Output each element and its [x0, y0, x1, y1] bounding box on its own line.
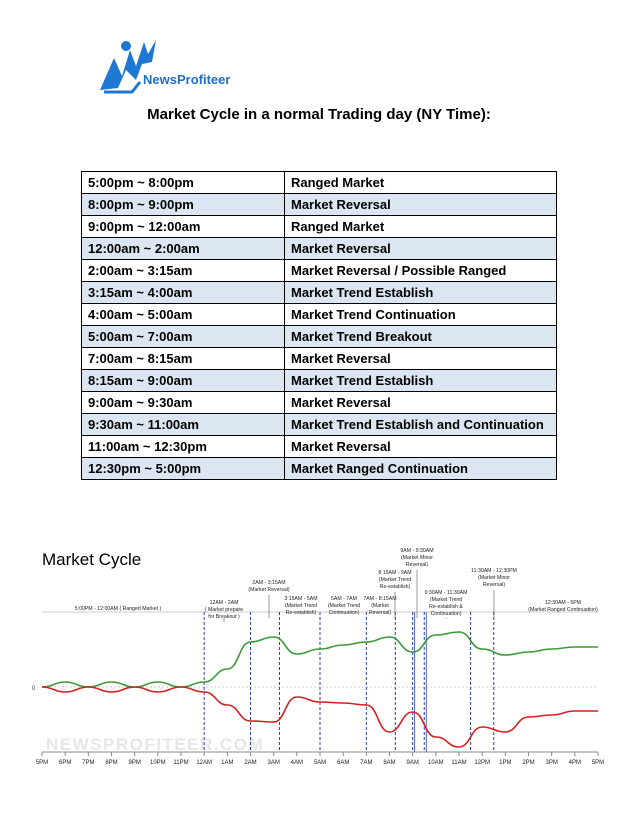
annotation-label: Re-establish)	[285, 610, 317, 616]
hour-tick-label: 2PM	[522, 760, 535, 766]
time-range-cell: 2:00am ~ 3:15am	[82, 260, 285, 282]
table-row	[82, 436, 557, 458]
hour-tick-label: 2AM	[244, 760, 257, 766]
time-range-cell: 9:30am ~ 11:00am	[82, 414, 285, 436]
chart-canvas	[28, 540, 610, 772]
table-row	[82, 370, 557, 392]
time-range-cell: 12:00am ~ 2:00am	[82, 238, 285, 260]
hour-tick-label: 4PM	[568, 760, 582, 766]
market-phase-cell: Market Reversal	[285, 238, 557, 260]
time-range-cell: 11:00am ~ 12:30pm	[82, 436, 285, 458]
market-phase-cell: Ranged Market	[285, 216, 557, 238]
annotation-label: 3:15AM - 5AM	[284, 596, 318, 602]
hour-tick-label: 10PM	[149, 760, 166, 766]
hour-tick-label: 9PM	[128, 760, 141, 766]
time-range-cell: 12:30pm ~ 5:00pm	[82, 458, 285, 480]
table-row	[82, 282, 557, 304]
hour-tick-label: 7PM	[82, 760, 95, 766]
hour-tick-label: 8PM	[105, 760, 118, 766]
table-row	[82, 304, 557, 326]
annotation-label: (Market Trend	[284, 603, 318, 609]
hour-tick-label: 3AM	[267, 760, 280, 766]
market-phase-cell: Market Trend Breakout	[285, 326, 557, 348]
annotation-label: 5:00PM - 12:00AM ( Ranged Market )	[74, 606, 162, 612]
hour-tick-label: 12PM	[474, 760, 491, 766]
watermark-text: NEWSPROFITEER.COM	[46, 735, 265, 754]
table-row	[82, 348, 557, 370]
market-phase-cell: Market Ranged Continuation	[285, 458, 557, 480]
annotation-label: Continuation)	[328, 610, 360, 616]
market-phase-cell: Market Trend Establish	[285, 370, 557, 392]
market-phase-cell: Market Trend Establish	[285, 282, 557, 304]
market-cycle-table	[81, 171, 557, 480]
annotation-label: Continuation)	[430, 611, 462, 617]
annotation-label: (Market	[371, 603, 389, 609]
page-title: Market Cycle in a normal Trading day (NY Time):	[147, 106, 491, 123]
market-phase-cell: Ranged Market	[285, 172, 557, 194]
time-range-cell: 5:00pm ~ 8:00pm	[82, 172, 285, 194]
hour-tick-label: 5PM	[35, 760, 49, 766]
table-row	[82, 458, 557, 480]
time-range-cell: 5:00am ~ 7:00am	[82, 326, 285, 348]
hour-tick-label: 4AM	[290, 760, 304, 766]
annotation-label: Reversal)	[482, 582, 506, 588]
annotation-label: 9:30AM - 11:30AM	[424, 590, 468, 596]
annotation-label: Re-establish &	[429, 604, 463, 610]
hour-tick-label: 1PM	[499, 760, 512, 766]
annotation-label: Re-establish)	[379, 584, 411, 590]
annotation-label: Reversal)	[405, 562, 429, 568]
annotation-label: ( Market prepare	[204, 607, 244, 613]
market-cycle-chart	[28, 540, 610, 772]
annotation-label: 5AM - 7AM	[331, 596, 357, 602]
hour-tick-label: 7AM	[360, 760, 373, 766]
annotation-label: (Market Reversal)	[248, 587, 290, 593]
table-row	[82, 392, 557, 414]
hour-tick-label: 1AM	[221, 760, 234, 766]
hour-tick-label: 10AM	[427, 760, 444, 766]
table-row	[82, 238, 557, 260]
annotation-label: 9AM - 9:30AM	[400, 548, 434, 554]
time-range-cell: 4:00am ~ 5:00am	[82, 304, 285, 326]
hour-tick-label: 5AM	[313, 760, 327, 766]
table-row	[82, 172, 557, 194]
time-range-cell: 9:00pm ~ 12:00am	[82, 216, 285, 238]
market-phase-cell: Market Reversal	[285, 392, 557, 414]
annotation-label: (Market Trend	[327, 603, 361, 609]
annotation-label: (Market Minor	[401, 555, 433, 561]
annotation-label: 12AM - 2AM	[209, 600, 239, 606]
table-row	[82, 414, 557, 436]
time-range-cell: 8:00pm ~ 9:00pm	[82, 194, 285, 216]
annotation-label: 12:30AM - 5PM	[544, 600, 582, 606]
hour-tick-label: 12AM	[196, 760, 213, 766]
hour-tick-label: 11PM	[173, 760, 189, 766]
hour-tick-label: 3PM	[545, 760, 558, 766]
zero-label: 0	[32, 686, 36, 692]
annotation-label: 8:15AM - 9AM	[378, 570, 412, 576]
time-range-cell: 7:00am ~ 8:15am	[82, 348, 285, 370]
hour-tick-label: 9AM	[406, 760, 419, 766]
time-range-cell: 9:00am ~ 9:30am	[82, 392, 285, 414]
logo-text: NewsProfiteer	[143, 72, 231, 87]
market-phase-cell: Market Trend Continuation	[285, 304, 557, 326]
annotation-label: (Market Trend	[378, 577, 412, 583]
newsprofiteer-logo	[96, 36, 236, 96]
market-phase-cell: Market Reversal	[285, 348, 557, 370]
time-range-cell: 8:15am ~ 9:00am	[82, 370, 285, 392]
annotation-label: 11:30AM - 12:30PM	[471, 568, 517, 574]
time-range-cell: 3:15am ~ 4:00am	[82, 282, 285, 304]
table-row	[82, 326, 557, 348]
market-phase-cell: Market Trend Establish and Continuation	[285, 414, 557, 436]
annotation-label: Reversal)	[368, 610, 392, 616]
annotation-label: 2AM - 3:15AM	[252, 580, 286, 586]
table-row	[82, 216, 557, 238]
annotation-label: for Breakout )	[208, 614, 240, 620]
chart-title: Market Cycle	[42, 550, 142, 569]
hour-tick-label: 6AM	[336, 760, 350, 766]
market-phase-cell: Market Reversal	[285, 436, 557, 458]
annotation-label: 7AM - 8:15AM	[363, 596, 397, 602]
hour-tick-label: 11AM	[451, 760, 467, 766]
annotation-label: (Market Ranged Continuation)	[528, 607, 598, 613]
table-row	[82, 194, 557, 216]
table-row	[82, 260, 557, 282]
annotation-label: (Market Minor	[478, 575, 510, 581]
market-phase-cell: Market Reversal	[285, 194, 557, 216]
market-phase-cell: Market Reversal / Possible Ranged	[285, 260, 557, 282]
annotation-label: (Market Trend	[429, 597, 463, 603]
hour-tick-label: 8AM	[383, 760, 396, 766]
hour-tick-label: 6PM	[58, 760, 72, 766]
hour-tick-label: 5PM	[591, 760, 605, 766]
